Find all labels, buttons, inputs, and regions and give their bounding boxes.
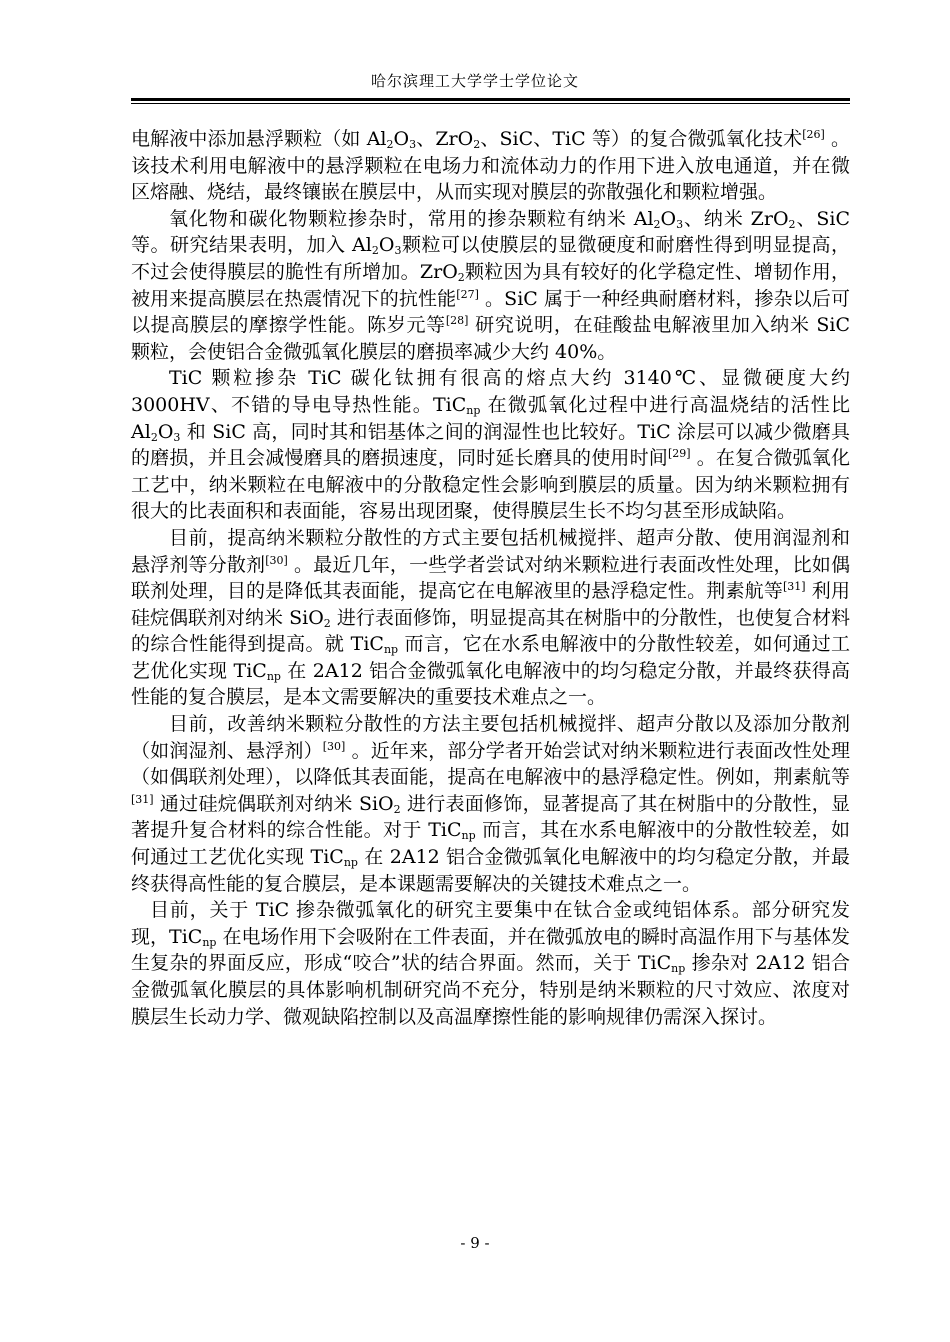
paragraph-6: 目前，关于 TiC 掺杂微弧氧化的研究主要集中在钛合金或纯铝体系。部分研究发现，TiC$_{np}$ 在电场作用下会吸附在工件表面，并在微弧放电的瞬时高温作用下与基体发生复杂的界面反应，形成“咬合”状的结合界面。然而，关于 TiC$_{np}$ 掺杂对 2A12 铝合金微弧氧化膜层的具体影响机制研究尚不充分，特别是纳米颗粒的尺寸效应、浓度对膜层生长动力学、微观缺陷控制以及高温摩擦性能的影响规律仍需深入探讨。 [131, 899, 850, 1028]
paragraph-2: 氧化物和碳化物颗粒掺杂时，常用的掺杂颗粒有纳米 $Al_2O_3$、纳米 ZrO$_2$、SiC 等。研究结果表明，加入 $Al_2O_3$颗粒可以使膜层的显微硬度和耐磨性得到明显提高，不过会使得膜层的脆性有所增加。ZrO$_2$颗粒因为具有较好的化学稳定性、增韧作用，被用来提高膜层在热震情况下的抗性能[27] 。SiC 属于一种经典耐磨材料，掺杂以后可以提高膜层的摩擦学性能。陈岁元等[28] 研究说明，在硅酸盐电解液里加入纳米 SiC 颗粒，会使铝合金微弧氧化膜层的磨损率减少大约 40%。 [131, 207, 850, 363]
paragraph-5: 目前，改善纳米颗粒分散性的方法主要包括机械搅拌、超声分散以及添加分散剂（如润湿剂、悬浮剂）[30] 。近年来，部分学者开始尝试对纳米颗粒进行表面改性处理（如偶联剂处理），以降低其表面能，提高在电解液中的悬浮稳定性。例如，荆素航等[31] 通过硅烷偶联剂对纳米 SiO$_2$ 进行表面修饰，显著提高了其在树脂中的分散性，显著提升复合材料的综合性能。对于 TiC$_{np}$ 而言，其在水系电解液中的分散性较差，如何通过工艺优化实现 TiC$_{np}$ 在 2A12 铝合金微弧氧化电解液中的均匀稳定分散，并最终获得高性能的复合膜层，是本课题需要解决的关键技术难点之一。 [131, 713, 851, 895]
header-rule-thin [131, 103, 850, 104]
paragraph-1: 电解液中添加悬浮颗粒（如 $Al_2O_3$、ZrO$_2$、SiC、TiC 等）的复合微弧氧化技术[26] 。该技术利用电解液中的悬浮颗粒在电场力和流体动力的作用下进入放电通道，并在微区熔融、烧结，最终镶嵌在膜层中，从而实现对膜层的弥散强化和颗粒增强。 [131, 128, 850, 204]
page-number: - 9 - [460, 1234, 490, 1252]
header-title: 哈尔滨理工大学学士学位论文 [370, 72, 579, 90]
header-rule-thick [131, 98, 850, 101]
paragraph-4: 目前，提高纳米颗粒分散性的方式主要包括机械搅拌、超声分散、使用润湿剂和悬浮剂等分散剂[30] 。最近几年，一些学者尝试对纳米颗粒进行表面改性处理，比如偶联剂处理，目的是降低其表面能，提高它在电解液里的悬浮稳定性。荆素航等[31] 利用硅烷偶联剂对纳米 SiO$_2$ 进行表面修饰，明显提高其在树脂中的分散性，也使复合材料的综合性能得到提高。就 TiC$_{np}$ 而言，它在水系电解液中的分散性较差，如何通过工艺优化实现 TiC$_{np}$ 在 2A12 铝合金微弧氧化电解液中的均匀稳定分散，并最终获得高性能的复合膜层，是本文需要解决的重要技术难点之一。 [131, 526, 851, 709]
paragraph-3: TiC 颗粒掺杂 TiC 碳化钛拥有很高的熔点大约 3140℃、显微硬度大约 3000HV、不错的导电导热性能。TiC$_{np}$ 在微弧氧化过程中进行高温烧结的活性比 $Al_2O_3$ 和 SiC 高，同时其和铝基体之间的润湿性也比较好。TiC 涂层可以减少微磨具的磨损，并且会减慢磨具的磨损速度，同时延长磨具的使用时间[29] 。在复合微弧氧化工艺中，纳米颗粒在电解液中的分散稳定性会影响到膜层的质量。因为纳米颗粒拥有很大的比表面积和表面能，容易出现团聚，使得膜层生长不均匀甚至形成缺陷。 [131, 367, 851, 523]
body-text [131, 126, 850, 1030]
